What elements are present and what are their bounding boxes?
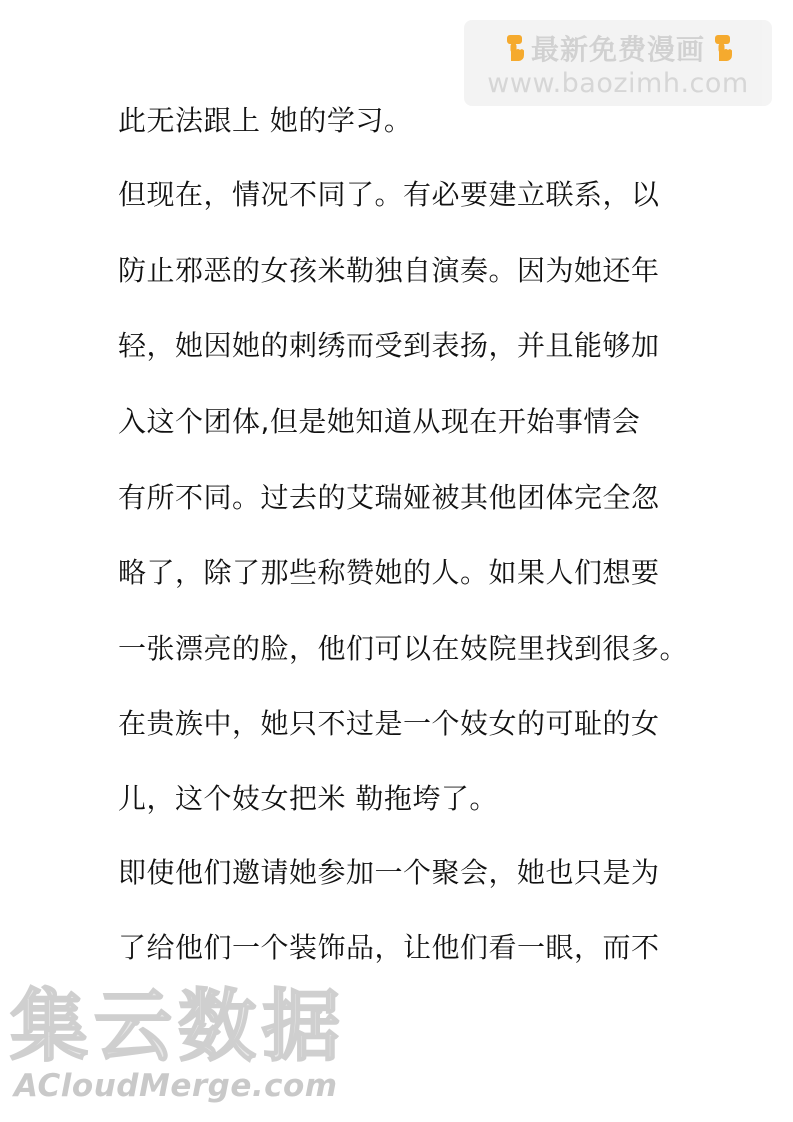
baozimh-watermark [464,20,772,106]
body-line: 了给他们一个装饰品，让他们看一眼，而不 [118,931,660,964]
body-line: 即使他们邀请她参加一个聚会，她也只是为 [118,856,660,889]
watermark-url: www.baozimh.com [487,68,749,99]
body-line: 在贵族中，她只不过是一个妓女的可耻的女 [118,707,660,740]
watermark-title: 最新免费漫画 [530,33,705,66]
body-line: 入这个团体,但是她知道从现在开始事情会 [118,405,641,438]
body-line: 儿，这个妓女把米 勒拖垮了。 [118,782,498,815]
body-line: 略了，除了那些称赞她的人。如果人们想要 [118,556,660,589]
body-line: 有所不同。过去的艾瑞娅被其他团体完全忽 [118,481,660,514]
body-line: 一张漂亮的脸，他们可以在妓院里找到很多。 [118,632,689,665]
watermark-title-row [464,30,772,66]
body-line: 此无法跟上 她的学习。 [118,104,413,137]
body-line: 轻，她因她的刺绣而受到表扬，并且能够加 [118,329,660,362]
body-line: 但现在，情况不同了。有必要建立联系，以 [118,178,660,211]
pointing-down-hand-icon [709,33,735,63]
body-line: 防止邪恶的女孩米勒独自演奏。因为她还年 [118,254,660,287]
acloudmerge-watermark [10,982,390,1112]
watermark-en-text: ACloudMerge.com [14,1068,338,1104]
watermark-cn-text: 集云数据 [10,982,347,1072]
pointing-down-hand-icon [501,33,527,63]
